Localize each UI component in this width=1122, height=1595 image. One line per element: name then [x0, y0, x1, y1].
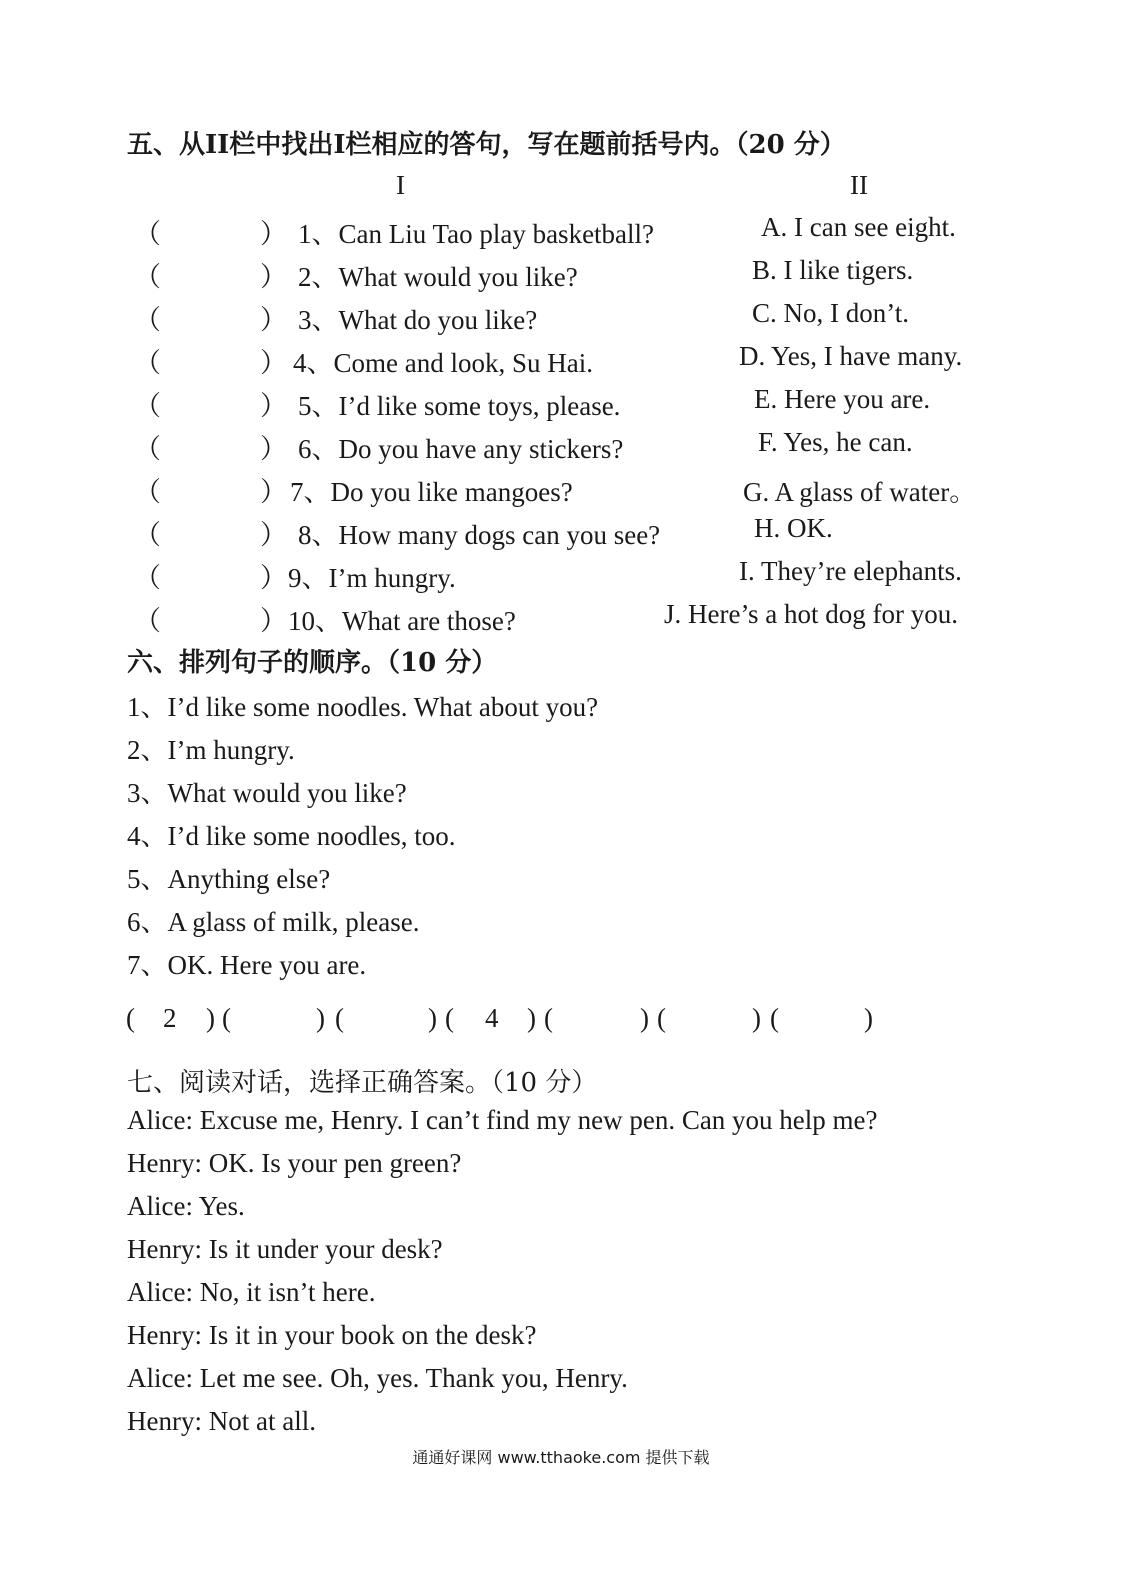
footer-watermark: 通通好课网 www.tthaoke.com 提供下载 — [412, 1448, 710, 1467]
answer-blank-open[interactable]: （ — [134, 520, 161, 550]
order-slot-open[interactable]: ( — [770, 1003, 779, 1033]
answer-option: E. Here you are. — [754, 384, 931, 414]
sentence-item: 6、A glass of milk, please. — [127, 907, 420, 937]
question-item: 5、I’d like some toys, please. — [298, 391, 621, 421]
order-slot-value: 4 — [485, 1003, 499, 1033]
section5-title: 五、从II栏中找出I栏相应的答句，写在题前括号内。（20 分） — [127, 130, 846, 160]
section6-title: 六、排列句子的顺序。（10 分） — [127, 648, 498, 678]
question-item: 6、Do you have any stickers? — [298, 434, 624, 464]
order-slot-close: ) — [640, 1003, 649, 1033]
order-slot-close: ) — [428, 1003, 437, 1033]
answer-blank-close: ） — [260, 520, 287, 550]
dialogue-line: Alice: Excuse me, Henry. I can’t find my new pen. Can you help me? — [127, 1105, 878, 1135]
answer-option: H. OK. — [754, 513, 833, 543]
dialogue-line: Alice: Let me see. Oh, yes. Thank you, Henry. — [127, 1363, 628, 1393]
dialogue-line: Alice: Yes. — [127, 1191, 245, 1221]
answer-blank-open[interactable]: （ — [134, 606, 161, 636]
answer-blank-open[interactable]: （ — [134, 391, 161, 421]
sentence-item: 4、I’d like some noodles, too. — [127, 821, 456, 851]
section7-title: 七、阅读对话，选择正确答案。（10 分） — [127, 1068, 598, 1098]
answer-option: B. I like tigers. — [752, 255, 914, 285]
sentence-item: 5、Anything else? — [127, 864, 331, 894]
sentence-item: 2、I’m hungry. — [127, 735, 295, 765]
answer-blank-open[interactable]: （ — [134, 563, 161, 593]
column-ii-header: II — [850, 170, 868, 200]
order-slot-close: ) — [864, 1003, 873, 1033]
answer-blank-open[interactable]: （ — [134, 348, 161, 378]
dialogue-line: Henry: OK. Is your pen green? — [127, 1148, 462, 1178]
answer-blank-close: ） — [260, 305, 287, 335]
question-item: 7、Do you like mangoes? — [290, 477, 573, 507]
question-item: 10、What are those? — [288, 606, 516, 636]
answer-blank-open[interactable]: （ — [134, 477, 161, 507]
question-item: 3、What do you like? — [298, 305, 538, 335]
order-slot-close: ) — [527, 1003, 536, 1033]
answer-option: D. Yes, I have many. — [739, 341, 963, 371]
order-slot-open[interactable]: ( — [657, 1003, 666, 1033]
dialogue-line: Henry: Is it under your desk? — [127, 1234, 443, 1264]
answer-blank-open[interactable]: （ — [134, 262, 161, 292]
sentence-item: 7、OK. Here you are. — [127, 950, 367, 980]
answer-blank-close: ） — [260, 606, 287, 636]
order-slot-open[interactable]: ( — [126, 1003, 135, 1033]
answer-blank-open[interactable]: （ — [134, 434, 161, 464]
sentence-item: 3、What would you like? — [127, 778, 407, 808]
dialogue-line: Henry: Is it in your book on the desk? — [127, 1320, 537, 1350]
order-slot-close: ) — [316, 1003, 325, 1033]
answer-blank-close: ） — [260, 262, 287, 292]
answer-option: F. Yes, he can. — [758, 427, 913, 457]
order-slot-open[interactable]: ( — [335, 1003, 344, 1033]
column-i-header: I — [396, 170, 405, 200]
dialogue-line: Alice: No, it isn’t here. — [127, 1277, 376, 1307]
answer-blank-close: ） — [260, 563, 287, 593]
order-slot-close: ) — [752, 1003, 761, 1033]
answer-option: G. A glass of water。 — [743, 477, 977, 507]
answer-blank-open[interactable]: （ — [134, 219, 161, 249]
sentence-item: 1、I’d like some noodles. What about you? — [127, 692, 599, 722]
question-item: 9、I’m hungry. — [288, 563, 456, 593]
order-slot-open[interactable]: ( — [445, 1003, 454, 1033]
answer-blank-open[interactable]: （ — [134, 305, 161, 335]
dialogue-line: Henry: Not at all. — [127, 1406, 316, 1436]
answer-blank-close: ） — [260, 348, 287, 378]
answer-blank-close: ） — [260, 477, 287, 507]
order-slot-close: ) — [206, 1003, 215, 1033]
answer-option: A. I can see eight. — [761, 212, 956, 242]
answer-blank-close: ） — [260, 434, 287, 464]
order-slot-value: 2 — [163, 1003, 177, 1033]
question-item: 4、Come and look, Su Hai. — [293, 348, 593, 378]
answer-option: J. Here’s a hot dog for you. — [664, 599, 958, 629]
answer-blank-close: ） — [260, 391, 287, 421]
question-item: 8、How many dogs can you see? — [298, 520, 661, 550]
order-slot-open[interactable]: ( — [222, 1003, 231, 1033]
order-slot-open[interactable]: ( — [544, 1003, 553, 1033]
answer-blank-close: ） — [260, 219, 287, 249]
question-item: 1、Can Liu Tao play basketball? — [298, 219, 655, 249]
answer-option: I. They’re elephants. — [739, 556, 962, 586]
question-item: 2、What would you like? — [298, 262, 578, 292]
answer-option: C. No, I don’t. — [752, 298, 910, 328]
